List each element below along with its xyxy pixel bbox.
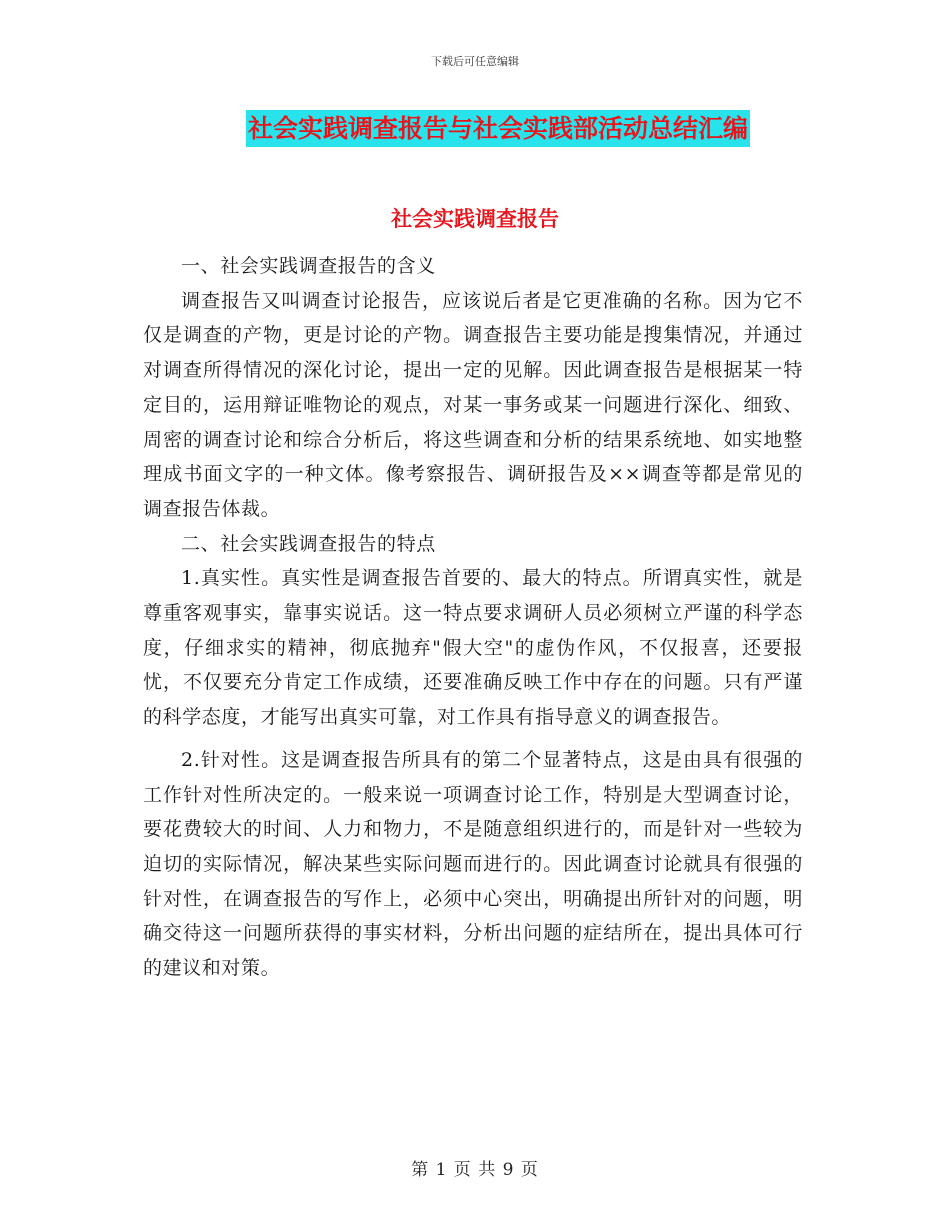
- doc-title: 社会实践调查报告与社会实践部活动总结汇编: [246, 110, 750, 147]
- paragraph-pertinence: 2.针对性。这是调查报告所具有的第二个显著特点，这是由具有很强的工作针对性所决定的。一般来说一项调查讨论工作，特别是大型调查讨论，要花费较大的时间、人力和物力，不是随意组织进行的，而是针对一些较为迫切的实际情况，解决某些实际问题而进行的。因此调查讨论就具有很强的针对性，在调查报告的写作上，必须中心突出，明确提出所针对的问题，明确交待这一问题所获得的事实材料，分析出问题的症结所在，提出具体可行的建议和对策。: [143, 748, 803, 980]
- page-number: 第 1 页 共 9 页: [411, 1160, 539, 1180]
- doc-title-container: [0, 110, 950, 147]
- paragraph-meaning: 调查报告又叫调查讨论报告，应该说后者是它更准确的名称。因为它不仅是调查的产物，更是讨论的产物。调查报告主要功能是搜集情况，并通过对调查所得情况的深化讨论，提出一定的见解。因此调查报告是根据某一特定目的，运用辩证唯物论的观点，对某一事务或某一问题进行深化、细致、周密的调查讨论和综合分析后，将这些调查和分析的结果系统地、如实地整理成书面文字的一种文体。像考察报告、调研报告及××调查等都是常见的调查报告体裁。: [143, 289, 803, 520]
- section-title: 社会实践调查报告: [391, 206, 559, 231]
- header-note: 下载后可任意编辑: [431, 55, 519, 68]
- heading-features: 二、社会实践调查报告的特点: [181, 532, 436, 555]
- paragraph-truthfulness: 1.真实性。真实性是调查报告首要的、最大的特点。所谓真实性，就是尊重客观事实，靠事实说话。这一特点要求调研人员必须树立严谨的科学态度，仔细求实的精神，彻底抛弃"假大空"的虚伪作风，不仅报喜，还要报忧，不仅要充分肯定工作成绩，还要准确反映工作中存在的问题。只有严谨的科学态度，才能写出真实可靠，对工作具有指导意义的调查报告。: [143, 567, 803, 729]
- body-text: [143, 249, 803, 986]
- heading-meaning: 一、社会实践调查报告的含义: [181, 255, 436, 277]
